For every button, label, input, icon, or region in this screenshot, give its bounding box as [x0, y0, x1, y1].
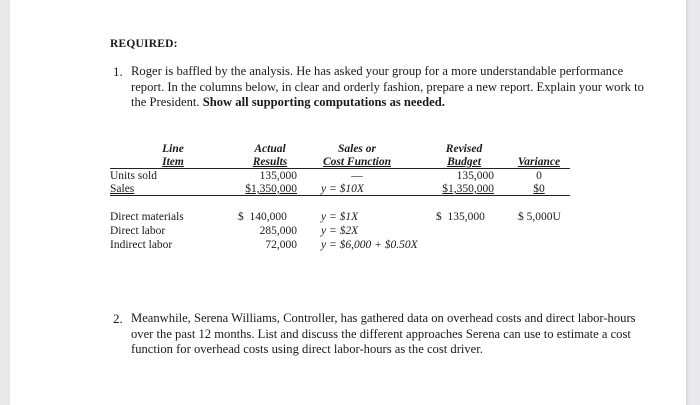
row-indirect-labor-item: Indirect labor — [110, 239, 173, 251]
question-1-number: 1. — [113, 64, 123, 79]
header-sales-or: Sales or — [337, 143, 377, 155]
question-2-number: 2. — [113, 311, 123, 326]
sales-rule — [110, 195, 570, 196]
row-units-sold-actual: 135,000 — [259, 170, 297, 182]
row-direct-materials-function: y = $1X — [321, 211, 359, 223]
question-1-body: Roger is baffled by the analysis. He has asked your group for a more understandable performance report. In the columns below, in clear and orderly fashion, prepare a new report. Explain your work to the President. — [131, 64, 644, 109]
row-sales-function: y = $10X — [321, 183, 364, 195]
row-sales-item: Sales — [110, 183, 135, 195]
header-actual: Actual — [254, 143, 286, 155]
required-heading: REQUIRED: — [110, 38, 178, 50]
row-sales-budget: $1,350,000 — [442, 183, 494, 195]
row-direct-labor-actual: 285,000 — [259, 225, 297, 237]
header-rule — [110, 168, 570, 169]
header-revised: Revised — [445, 143, 483, 155]
row-indirect-labor-function: y = $6,000 + $0.50X — [321, 239, 418, 251]
row-direct-materials-variance: $ 5,000U — [518, 211, 561, 223]
header-item: Item — [162, 156, 184, 168]
row-direct-materials-actual: $ 140,000 — [238, 211, 287, 223]
row-units-sold-item: Units sold — [110, 170, 157, 182]
header-budget: Budget — [447, 156, 481, 168]
question-1-bold-instruction: Show all supporting computations as needed. — [202, 95, 445, 109]
row-units-sold-budget: 135,000 — [456, 170, 494, 182]
row-direct-materials-budget: $ 135,000 — [436, 211, 485, 223]
row-indirect-labor-actual: 72,000 — [265, 239, 297, 251]
header-results: Results — [252, 156, 288, 168]
row-sales-variance: $0 — [533, 183, 545, 195]
question-1-text — [131, 64, 646, 111]
row-units-sold-variance: 0 — [536, 170, 542, 182]
row-direct-labor-item: Direct labor — [110, 225, 166, 237]
document-page — [10, 0, 686, 405]
header-line: Line — [162, 143, 184, 155]
header-variance: Variance — [517, 156, 561, 168]
question-2-text: Meanwhile, Serena Williams, Controller, has gathered data on overhead costs and direct labor-hours over the past 12 months. List and discuss the different approaches Serena can use to estimate a cost function for overhead costs using direct labor-hours as the cost driver. — [131, 311, 636, 356]
row-units-sold-function: — — [351, 170, 363, 182]
row-sales-actual: $1,350,000 — [245, 183, 297, 195]
row-direct-materials-item: Direct materials — [110, 211, 184, 223]
row-direct-labor-function: y = $2X — [321, 225, 359, 237]
header-cost-function: Cost Function — [322, 156, 392, 168]
